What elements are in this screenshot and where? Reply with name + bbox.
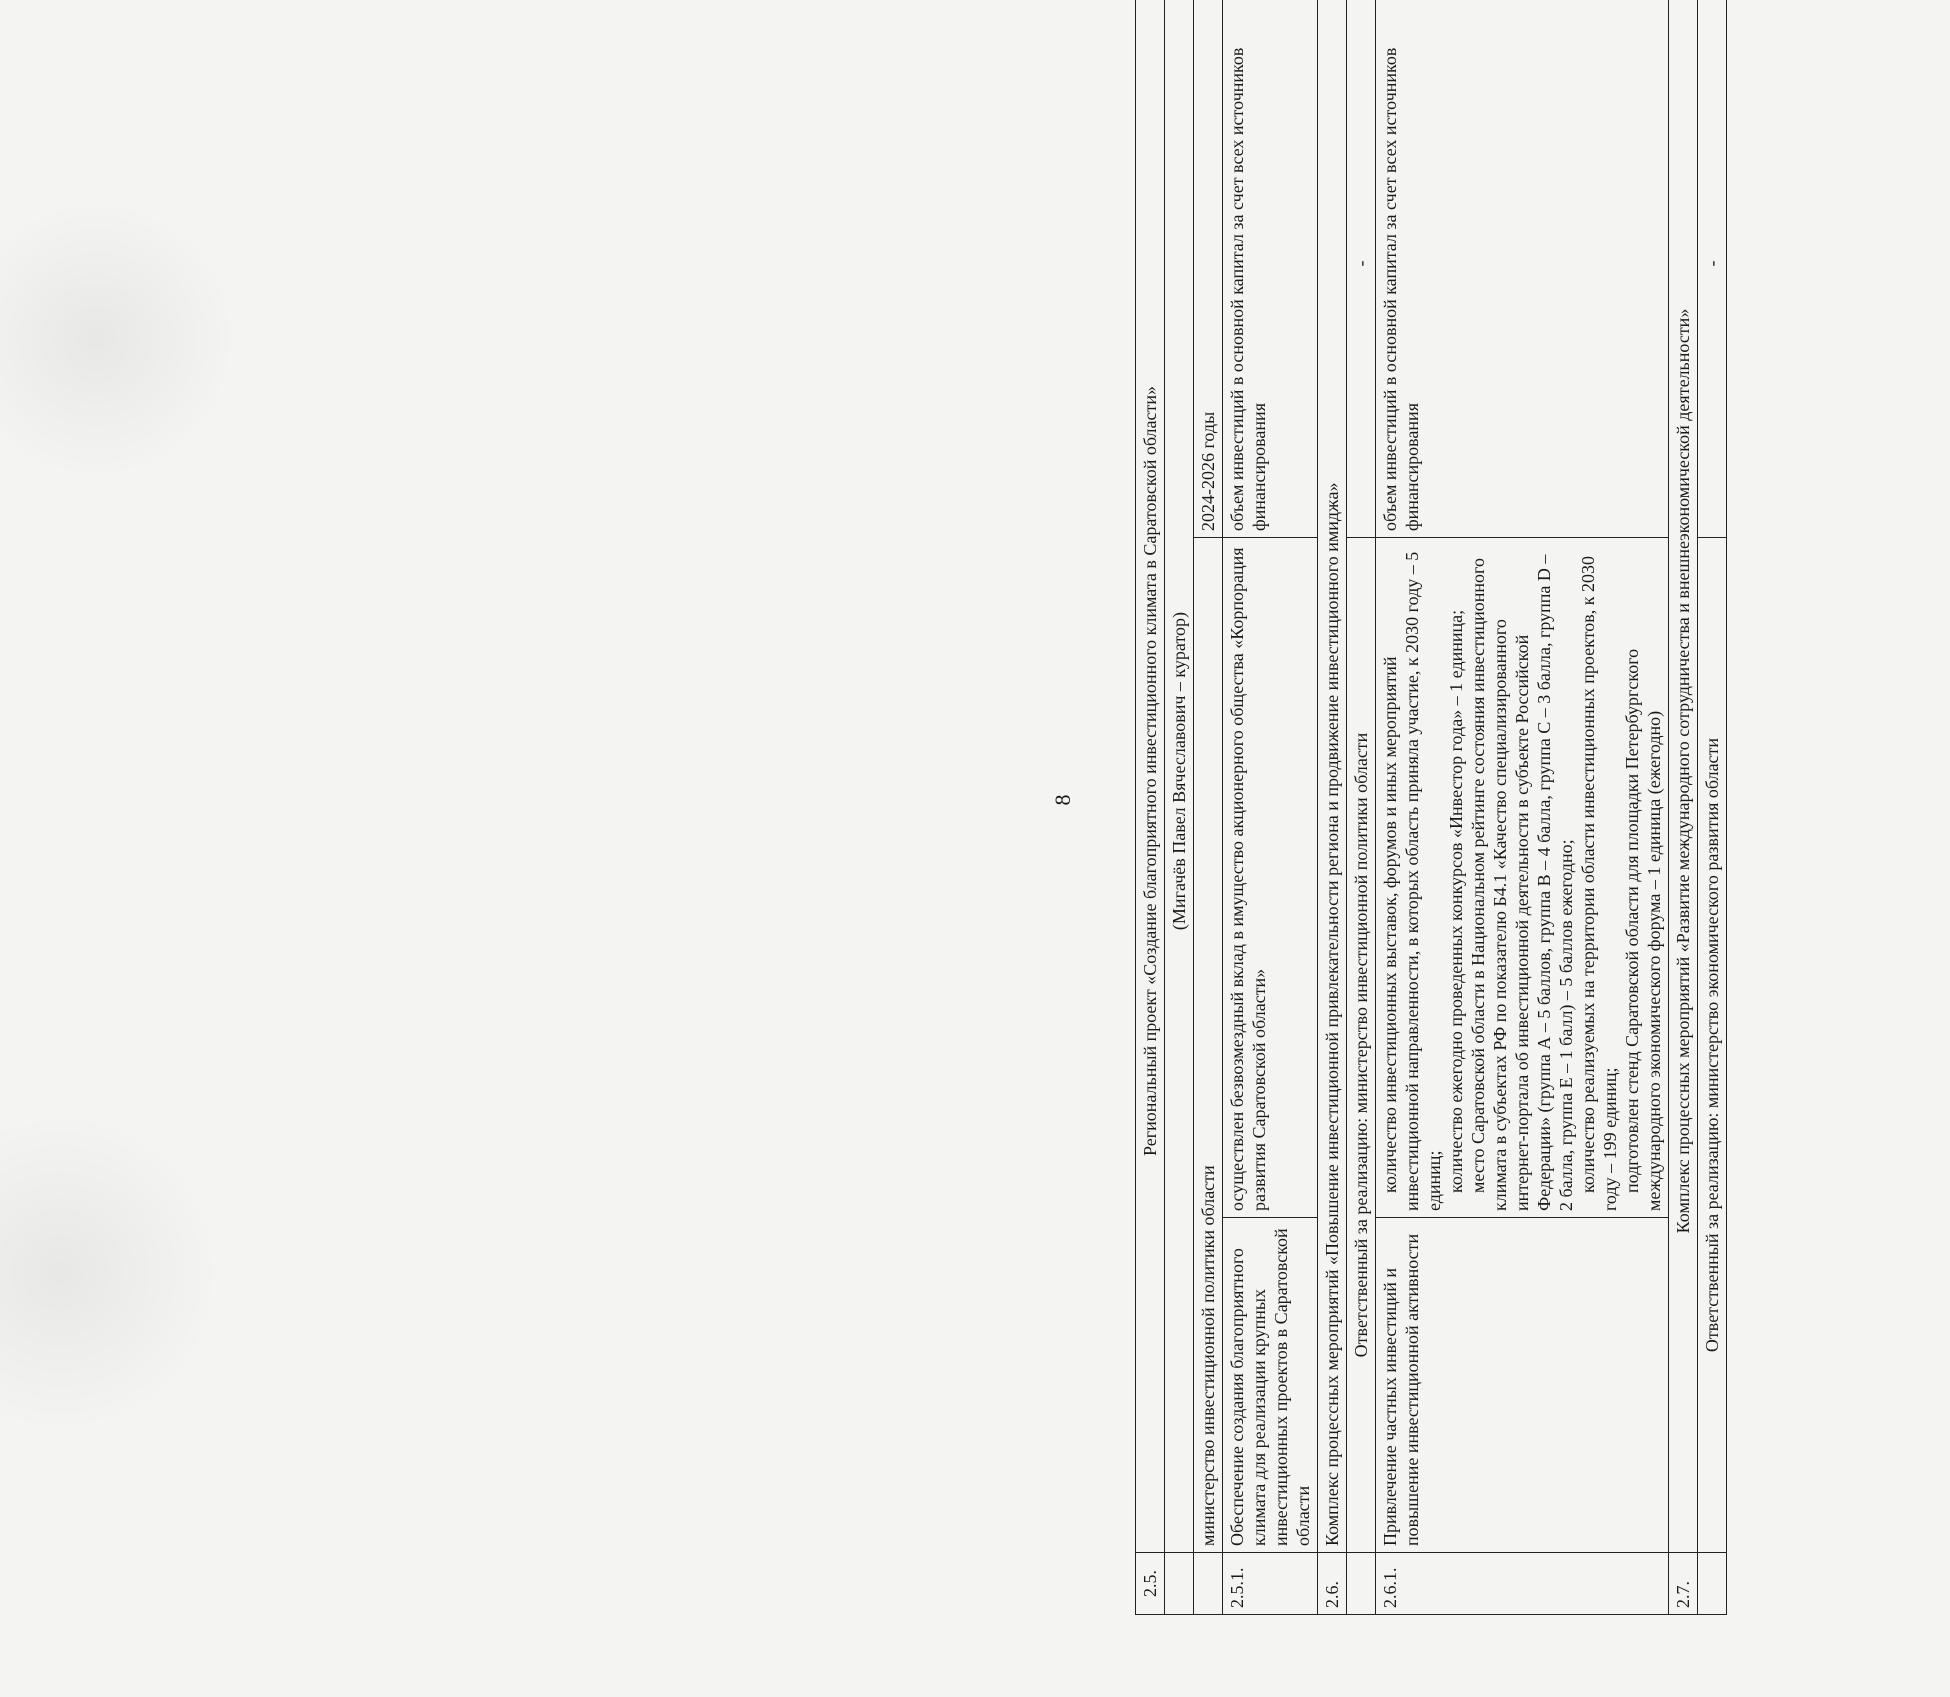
section-title: Региональный проект «Создание благоприятного инвестиционного климата в Саратовской области» [1136, 0, 1165, 1553]
result-item: количество ежегодно проведенных конкурсов «Инвестор года» – 1 единица; [1446, 609, 1466, 1193]
result-item: подготовлен стенд Саратовской области для площадки Петербургского международного экономического форума – 1 единица (ежегодно) [1622, 648, 1664, 1211]
section-curator: (Мигачёв Павел Вячеславович – куратор) [1165, 0, 1194, 1553]
program-table [1135, 0, 1727, 1615]
result-item: количество реализуемых на территории области инвестиционных проектов, к 2030 году – 199 единиц; [1578, 556, 1620, 1211]
result-cell [1376, 538, 1669, 1218]
section-2-5-title-row [1136, 0, 1165, 1615]
section-number: 2.7. [1669, 1553, 1698, 1615]
responsible-ministry: министерство инвестиционной политики области [1194, 538, 1223, 1553]
section-2-7-meta-row [1698, 0, 1727, 1615]
result-cell: осуществлен безвозмездный вклад в имущество акционерного общества «Корпорация развития Саратовской области» [1223, 538, 1318, 1218]
section-2-6-meta-row [1347, 0, 1376, 1615]
indicator-cell: объем инвестиций в основной капитал за счет всех источников финансирования [1223, 0, 1318, 538]
rotated-document [1050, 0, 1950, 1660]
section-number: 2.6. [1318, 1553, 1347, 1615]
page-number: 8 [1050, 794, 1075, 806]
result-item: количество инвестиционных выставок, форумов и иных мероприятий инвестиционной направленности, в которых область приняла участие, к 2030 году – 5 единиц; [1380, 551, 1444, 1211]
implementation-period: 2024-2026 годы [1194, 0, 1223, 538]
section-2-5-curator-row [1165, 0, 1194, 1615]
row-number: 2.6.1. [1376, 1553, 1669, 1615]
table-row [1376, 0, 1669, 1615]
table-row [1223, 0, 1318, 1615]
indicator-cell: объем инвестиций в основной капитал за счет всех источников финансирования [1376, 0, 1669, 538]
row-number: 2.5.1. [1223, 1553, 1318, 1615]
section-number: 2.5. [1136, 1553, 1165, 1615]
section-title: Комплекс процессных мероприятий «Повышение инвестиционной привлекательности региона и продвижение инвестиционного имиджа» [1318, 0, 1347, 1553]
section-title: Комплекс процессных мероприятий «Развитие международного сотрудничества и внешнеэкономической деятельности» [1669, 0, 1698, 1553]
responsible-ministry: Ответственный за реализацию: министерство инвестиционной политики области [1347, 538, 1376, 1553]
result-item: место Саратовской области в Национальном рейтинге состояния инвестиционного климата в субъектах РФ по показателю Б4.1 «Качество специализированного интернет-портала об инвестиционной деятельности в субъекте Российской Федерации» (группа А – 5 баллов, группа В – 4 балла, группа С – 3 балла, группа D – 2 балла, группа Е – 1 балл) – 5 баллов ежегодно; [1468, 554, 1576, 1211]
section-2-5-meta-row [1194, 0, 1223, 1615]
implementation-period: - [1698, 0, 1727, 538]
task-cell: Обеспечение создания благоприятного климата для реализации крупных инвестиционных проектов в Саратовской области [1223, 1218, 1318, 1553]
responsible-ministry: Ответственный за реализацию: министерство экономического развития области [1698, 538, 1727, 1553]
section-2-6-title-row [1318, 0, 1347, 1615]
task-cell: Привлечение частных инвестиций и повышение инвестиционной активности [1376, 1218, 1669, 1553]
implementation-period: - [1347, 0, 1376, 538]
section-2-7-title-row [1669, 0, 1698, 1615]
